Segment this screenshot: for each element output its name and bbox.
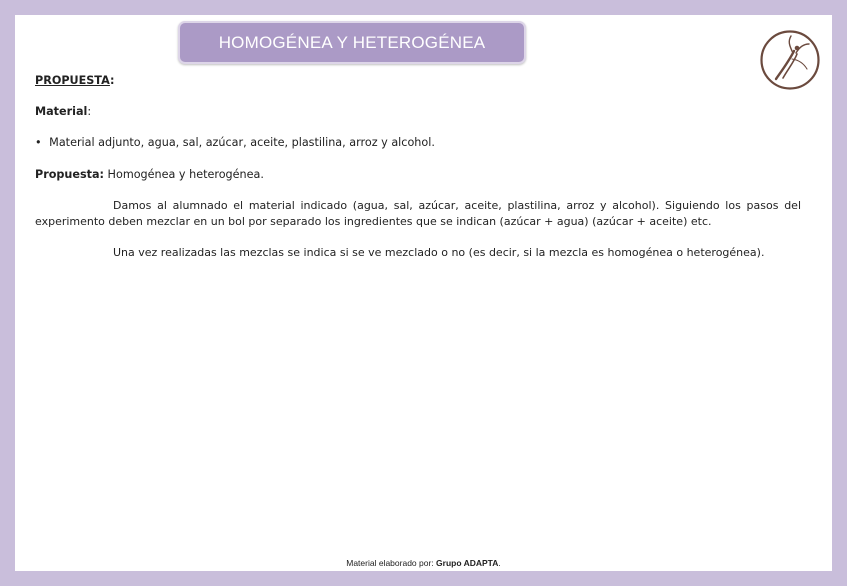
footer-author: Grupo ADAPTA xyxy=(436,558,499,568)
document-page xyxy=(15,15,832,571)
material-label: Material xyxy=(35,105,88,118)
paragraph-1: Damos al alumnado el material indicado (agua, sal, azúcar, aceite, plastilina, arroz y alcohol). Siguiendo los pasos del experimento deben mezclar en un bol por separado los ingredientes que se indican (azúcar + agua) (azúcar + aceite) etc. xyxy=(35,199,801,228)
footer xyxy=(15,558,832,568)
title-banner xyxy=(178,21,526,64)
page-title: HOMOGÉNEA Y HETEROGÉNEA xyxy=(218,32,486,52)
propuesta-heading xyxy=(35,73,114,89)
paragraph-2: Una vez realizadas las mezclas se indica si se ve mezclado o no (es decir, si la mezcla es homogénea o heterogénea). xyxy=(113,246,765,259)
footer-prefix: Material elaborado por: xyxy=(346,558,437,568)
propuesta-value: Homogénea y heterogénea. xyxy=(104,168,264,181)
material-list-item xyxy=(35,135,435,151)
propuesta-heading-colon: : xyxy=(109,74,115,87)
dancer-logo-icon xyxy=(759,29,821,91)
footer-suffix: . xyxy=(498,558,501,568)
propuesta-label: Propuesta: xyxy=(35,168,104,181)
material-heading xyxy=(35,104,91,120)
propuesta-heading-text: PROPUESTA xyxy=(35,74,110,87)
propuesta-line xyxy=(35,167,264,183)
material-label-colon: : xyxy=(87,105,92,118)
bullet: • xyxy=(35,136,42,149)
material-item-text: Material adjunto, agua, sal, azúcar, aceite, plastilina, arroz y alcohol. xyxy=(49,136,435,149)
